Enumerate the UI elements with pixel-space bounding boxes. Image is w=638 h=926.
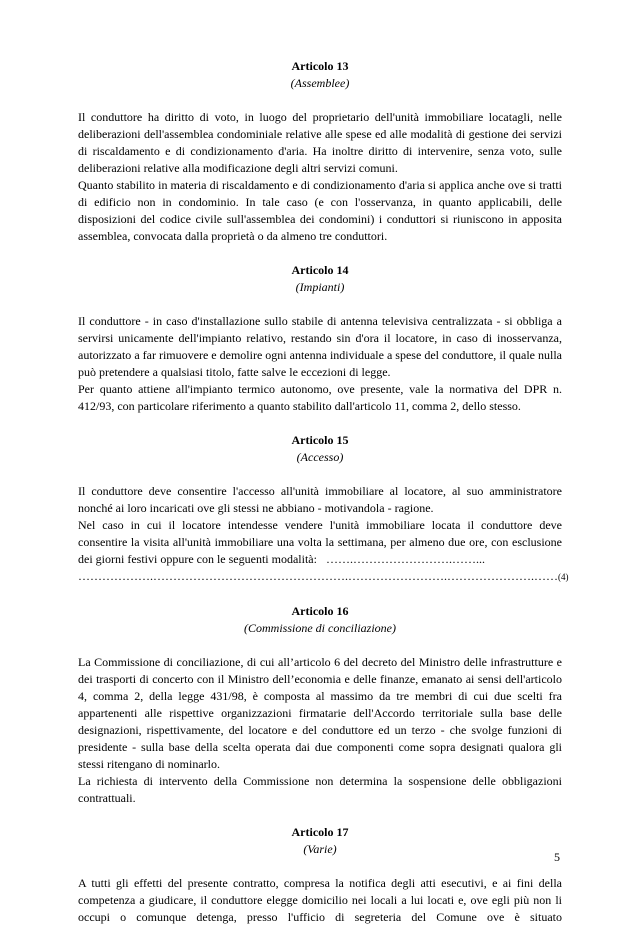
article-subtitle: (Assemblee) bbox=[290, 76, 350, 90]
article-title: Articolo 16 bbox=[291, 604, 349, 618]
article-paragraph: Il conduttore deve consentire l'accesso all'unità immobiliare al locatore, al suo amministratore nonché ai loro incaricati ove gli stessi ne abbiano - motivandola - ragione. bbox=[78, 484, 562, 515]
page-number: 5 bbox=[554, 850, 560, 864]
fill-in-dots: …….…………………….……... bbox=[325, 552, 485, 566]
article-paragraph: Il conduttore - in caso d'installazione sullo stabile di antenna televisiva centralizzata - si obbliga a servirsi unicamente dell'impianto relativo, restando sin d'ora il locatore, in caso di inosservanza, autorizzato a far rimuovere e demolire ogni antenna individuale a spese del conduttore, il quale nulla può pretendere a qualsiasi titolo, fatte salve le eccezioni di legge. bbox=[78, 314, 562, 379]
article-14 bbox=[78, 262, 562, 415]
article-paragraph-text: Nel caso in cui il locatore intendesse vendere l'unità immobiliare locata il conduttore deve consentire la visita all'unità immobiliare una volta la settimana, per almeno due ore, con esclusione dei giorni festivi oppure con le seguenti modalità: bbox=[78, 518, 562, 566]
document-page bbox=[78, 58, 569, 926]
article-subtitle: (Accesso) bbox=[296, 450, 344, 464]
article-paragraph: La Commissione di conciliazione, di cui all’articolo 6 del decreto del Ministro delle infrastrutture e dei trasporti di concerto con il Ministro dell’economia e delle finanze, emanato ai sensi dell'articolo 4, comma 2, della legge 431/98, è composta al massimo da tre membri di cui due scelti fra appartenenti alle rispettive organizzazioni firmatarie dell'Accordo territoriale sulla base delle designazioni, rispettivamente, del locatore e del conduttore ed un terzo - che svolge funzioni di presidente - sulla base della scelta operata dai due componenti come sopra designati qualora gli stessi ritengano di nominarlo. bbox=[78, 655, 562, 771]
article-16 bbox=[78, 603, 562, 807]
article-title: Articolo 15 bbox=[291, 433, 349, 447]
article-paragraph bbox=[78, 517, 562, 568]
fill-in-line bbox=[78, 568, 569, 586]
article-paragraph: La richiesta di intervento della Commissione non determina la sospensione delle obbligazioni contrattuali. bbox=[78, 774, 562, 805]
article-paragraph: Quanto stabilito in materia di riscaldamento e di condizionamento d'aria si applica anche ove si tratti di edificio non in condominio. In tale caso (e con l'osservanza, in quanto applicabili, delle disposizioni del codice civile sull'assemblea dei condomini) i conduttori si riuniscono in apposita assemblea, convocata dalla proprietà o da almeno tre conduttori. bbox=[78, 178, 562, 243]
footnote-reference: (4) bbox=[558, 572, 569, 582]
article-15 bbox=[78, 432, 569, 586]
article-paragraph: A tutti gli effetti del presente contratto, compresa la notifica degli atti esecutivi, e ai fini della competenza a giudicare, il conduttore elegge domicilio nei locali a lui locati e, ove egli più non li occupi o comunque detenga, presso l'ufficio di segreteria del Comune ove è situato bbox=[78, 876, 562, 924]
article-paragraph: Il conduttore ha diritto di voto, in luogo del proprietario dell'unità immobiliare locatagli, nelle deliberazioni dell'assemblea condominiale relative alle spese ed alle modalità di gestione dei servizi di riscaldamento e di condizionamento d'aria. Ha inoltre diritto di intervenire, senza voto, sulle deliberazioni relative alla modificazione degli altri servizi comuni. bbox=[78, 110, 562, 175]
article-13 bbox=[78, 58, 562, 245]
article-subtitle: (Commissione di conciliazione) bbox=[244, 621, 396, 635]
article-17 bbox=[78, 824, 562, 926]
article-title: Articolo 14 bbox=[291, 263, 349, 277]
fill-in-dots: ……………….………………………………………….…………………….………………….…… bbox=[78, 569, 558, 583]
article-paragraph: Per quanto attiene all'impianto termico autonomo, ove presente, vale la normativa del DPR n. 412/93, con particolare riferimento a quanto stabilito dall'articolo 11, comma 2, dello stesso. bbox=[78, 382, 562, 413]
article-subtitle: (Impianti) bbox=[295, 280, 345, 294]
article-title: Articolo 17 bbox=[291, 825, 349, 839]
article-title: Articolo 13 bbox=[291, 59, 349, 73]
article-subtitle: (Varie) bbox=[303, 842, 337, 856]
